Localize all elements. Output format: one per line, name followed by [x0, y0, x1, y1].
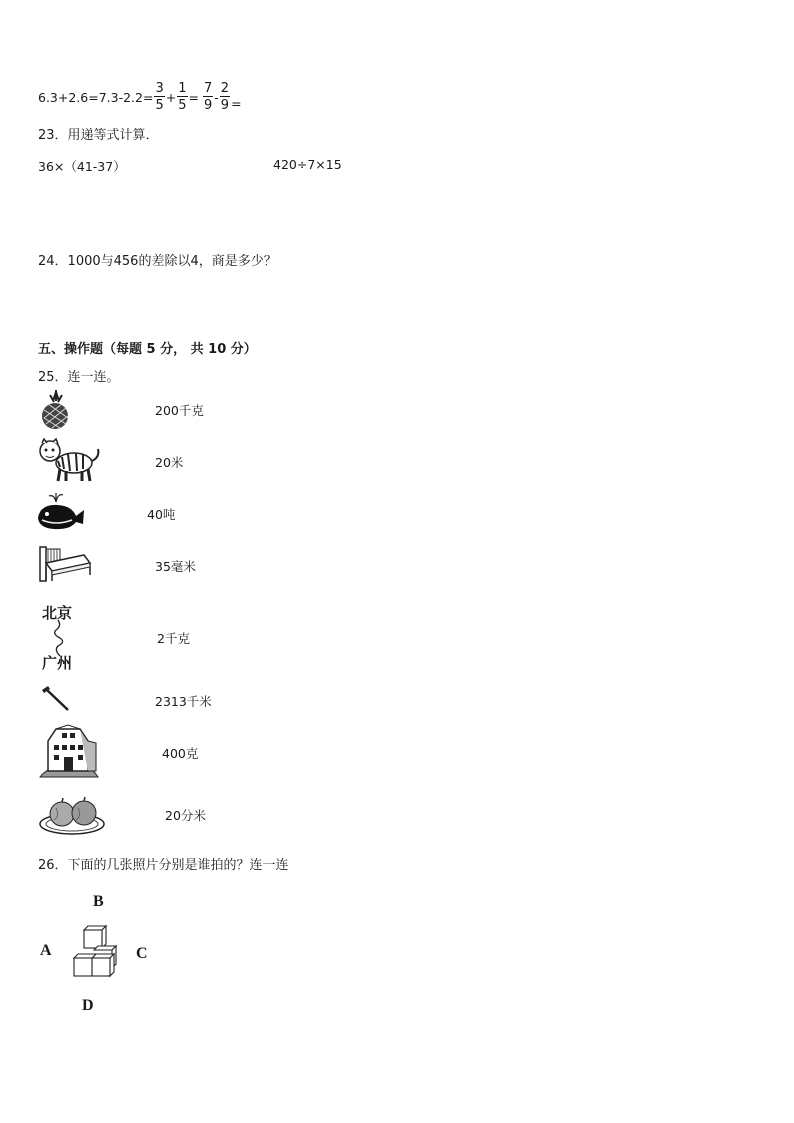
fraction: $\frac{1}{5}$	[178, 81, 187, 113]
map-label-beijing: 北京	[42, 604, 73, 622]
bed-icon	[38, 541, 92, 583]
fraction: $\frac{3}{5}$	[155, 81, 164, 113]
question-25-title: 25．连一连。	[38, 370, 120, 385]
tiger-icon	[36, 437, 102, 483]
unit-label: 20分米	[165, 808, 206, 823]
calc-line	[38, 80, 242, 114]
unit-label: 200千克	[155, 403, 204, 418]
map-label-guangzhou: 广州	[42, 654, 73, 672]
equals-sign: =	[231, 95, 242, 111]
viewer-label-c: C	[136, 945, 148, 962]
building-icon	[38, 723, 100, 779]
section-5-title: 五、操作题（每题 5 分， 共 10 分）	[38, 342, 257, 357]
cube-stack-icon	[70, 926, 122, 982]
unit-label: 35毫米	[155, 559, 196, 574]
question-24-title: 24．1000与456的差除以4，商是多少？	[38, 254, 277, 269]
question-26-title: 26．下面的几张照片分别是谁拍的？连一连	[38, 858, 289, 873]
fraction: $\frac{7}{9}$	[203, 81, 213, 113]
question-23-title: 23．用递等式计算．	[38, 128, 159, 143]
calc-line-text: 6.3+2.6=7.3-2.2=	[38, 89, 154, 105]
nail-icon	[38, 684, 74, 714]
unit-label: 2千克	[157, 631, 190, 646]
plus-sign: +	[165, 89, 177, 105]
fraction: $\frac{2}{9}$	[220, 81, 230, 113]
viewer-label-a: A	[40, 942, 52, 959]
minus-sign: -	[214, 89, 219, 105]
unit-label: 2313千米	[155, 694, 212, 709]
viewer-label-d: D	[82, 997, 94, 1014]
question-23-expr2: 420÷7×15	[273, 157, 342, 172]
unit-label: 400克	[162, 746, 199, 761]
whale-icon	[36, 490, 88, 532]
unit-label: 40吨	[147, 507, 176, 522]
unit-label: 20米	[155, 455, 184, 470]
viewer-label-b: B	[93, 893, 104, 910]
equals-sign: =	[188, 89, 199, 105]
question-23-expr1: 36×（41-37）	[38, 159, 126, 174]
pineapple-icon	[38, 390, 74, 430]
apples-plate-icon	[38, 794, 108, 836]
